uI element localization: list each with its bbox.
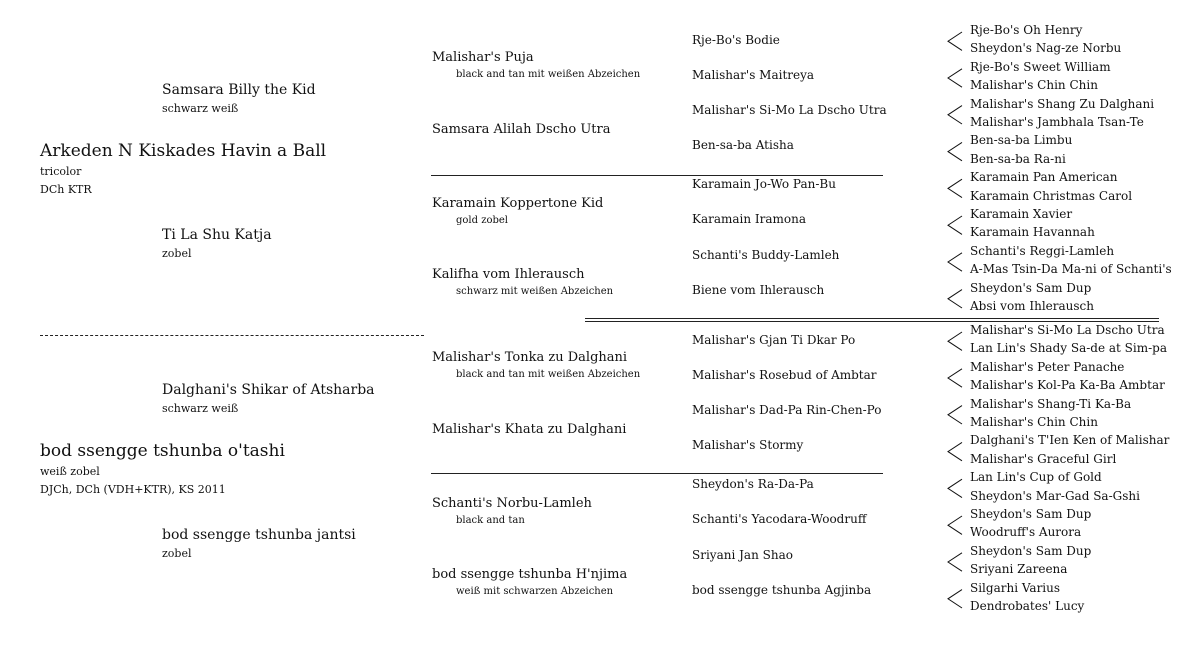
great-grandparent-name: Malishar's Si-Mo La Dscho Utra: [692, 103, 887, 117]
sire-color: schwarz weiß: [162, 402, 239, 415]
grandparent-color: black and tan mit weißen Abzeichen: [456, 69, 641, 80]
gen5-bracket: [948, 142, 962, 160]
gen5-bracket: [948, 479, 962, 497]
gen5-ancestor-name: Karamain Pan American: [970, 170, 1118, 184]
gen5-ancestor-name: Karamain Christmas Carol: [970, 189, 1133, 203]
grandparent-color: schwarz mit weißen Abzeichen: [456, 286, 614, 297]
gen5-bracket: [948, 179, 962, 197]
gen5-bracket: [948, 69, 962, 87]
dam-name: Ti La Shu Katja: [162, 227, 272, 243]
gen5-ancestor-name: Dendrobates' Lucy: [970, 599, 1085, 613]
gen5-ancestor-name: Sriyani Zareena: [970, 562, 1068, 576]
dog-name: Arkeden N Kiskades Havin a Ball: [40, 141, 327, 161]
dog-name: bod ssengge tshunba o'tashi: [40, 441, 285, 461]
gen5-ancestor-name: Lan Lin's Shady Sa-de at Sim-pa: [970, 341, 1167, 355]
sire-name: Dalghani's Shikar of Atsharba: [162, 382, 375, 398]
gen5-ancestor-name: Malishar's Graceful Girl: [970, 452, 1117, 466]
great-grandparent-name: Schanti's Yacodara-Woodruff: [692, 512, 867, 526]
grandparent-name: Malishar's Puja: [432, 50, 534, 65]
gen5-bracket: [948, 516, 962, 534]
gen5-ancestor-name: Sheydon's Sam Dup: [970, 544, 1092, 558]
gen5-ancestor-name: A-Mas Tsin-Da Ma-ni of Schanti's: [970, 262, 1172, 276]
gen5-ancestor-name: Sheydon's Mar-Gad Sa-Gshi: [970, 489, 1140, 503]
gen5-ancestor-name: Rje-Bo's Sweet William: [970, 60, 1111, 74]
gen5-bracket: [948, 290, 962, 308]
great-grandparent-name: Sheydon's Ra-Da-Pa: [692, 477, 814, 491]
grandparent-name: bod ssengge tshunba H'njima: [432, 567, 628, 582]
grandparent-color: gold zobel: [456, 215, 509, 226]
gen5-ancestor-name: Schanti's Reggi-Lamleh: [970, 244, 1115, 258]
gen5-ancestor-name: Dalghani's T'Ien Ken of Malishar: [970, 433, 1170, 447]
great-grandparent-name: Schanti's Buddy-Lamleh: [692, 248, 840, 262]
grandparent-name: Samsara Alilah Dscho Utra: [432, 122, 611, 137]
gen5-ancestor-name: Silgarhi Varius: [970, 581, 1061, 595]
grandparent-name: Malishar's Khata zu Dalghani: [432, 422, 627, 437]
great-grandparent-name: Rje-Bo's Bodie: [692, 33, 780, 47]
gen5-bracket: [948, 406, 962, 424]
gen5-bracket: [948, 253, 962, 271]
gen5-ancestor-name: Ben-sa-ba Ra-ni: [970, 152, 1066, 166]
gen5-ancestor-name: Malishar's Peter Panache: [970, 360, 1125, 374]
grandparent-name: Karamain Koppertone Kid: [432, 196, 604, 211]
grandparent-name: Malishar's Tonka zu Dalghani: [432, 350, 628, 365]
dam-color: zobel: [162, 247, 192, 260]
dog-separator-dashed-line: [40, 335, 424, 336]
divider-line-middle-2: [585, 321, 1159, 322]
gen5-bracket: [948, 332, 962, 350]
great-grandparent-name: Biene vom Ihlerausch: [692, 283, 825, 297]
grandparent-color: black and tan: [456, 515, 525, 526]
gen5-bracket: [948, 553, 962, 571]
sire-name: Samsara Billy the Kid: [162, 82, 316, 98]
grandparent-color: black and tan mit weißen Abzeichen: [456, 369, 641, 380]
gen5-ancestor-name: Sheydon's Sam Dup: [970, 281, 1092, 295]
great-grandparent-name: Malishar's Rosebud of Ambtar: [692, 368, 877, 382]
great-grandparent-name: bod ssengge tshunba Agjinba: [692, 583, 872, 597]
gen5-ancestor-name: Malishar's Jambhala Tsan-Te: [970, 115, 1144, 129]
gen5-ancestor-name: Sheydon's Nag-ze Norbu: [970, 41, 1122, 55]
gen5-ancestor-name: Malishar's Chin Chin: [970, 415, 1098, 429]
divider-line-middle-1: [585, 318, 1159, 319]
gen5-ancestor-name: Rje-Bo's Oh Henry: [970, 23, 1083, 37]
great-grandparent-name: Karamain Jo-Wo Pan-Bu: [692, 177, 836, 191]
dog-detail: weiß zobel: [40, 465, 100, 478]
grandparent-color: weiß mit schwarzen Abzeichen: [456, 586, 614, 597]
gen5-bracket: [948, 32, 962, 50]
gen5-ancestor-name: Absi vom Ihlerausch: [970, 299, 1094, 313]
great-grandparent-name: Sriyani Jan Shao: [692, 548, 793, 562]
dog-detail: DCh KTR: [40, 183, 92, 196]
gen5-bracket: [948, 442, 962, 460]
divider-line-lower-1: [431, 473, 883, 474]
great-grandparent-name: Ben-sa-ba Atisha: [692, 138, 794, 152]
divider-line-upper-1: [431, 175, 883, 176]
gen5-bracket: [948, 590, 962, 608]
dog-detail: tricolor: [40, 165, 82, 178]
gen5-ancestor-name: Malishar's Shang Zu Dalghani: [970, 97, 1155, 111]
dam-color: zobel: [162, 547, 192, 560]
gen5-bracket: [948, 106, 962, 124]
great-grandparent-name: Karamain Iramona: [692, 212, 807, 226]
sire-color: schwarz weiß: [162, 102, 239, 115]
gen5-ancestor-name: Sheydon's Sam Dup: [970, 507, 1092, 521]
gen5-bracket: [948, 369, 962, 387]
gen5-bracket: [948, 216, 962, 234]
gen5-ancestor-name: Lan Lin's Cup of Gold: [970, 470, 1102, 484]
gen5-ancestor-name: Karamain Xavier: [970, 207, 1073, 221]
gen5-ancestor-name: Malishar's Kol-Pa Ka-Ba Ambtar: [970, 378, 1165, 392]
great-grandparent-name: Malishar's Maitreya: [692, 68, 815, 82]
gen5-ancestor-name: Malishar's Chin Chin: [970, 78, 1098, 92]
grandparent-name: Schanti's Norbu-Lamleh: [432, 496, 592, 511]
gen5-ancestor-name: Karamain Havannah: [970, 225, 1095, 239]
grandparent-name: Kalifha vom Ihlerausch: [432, 267, 585, 282]
great-grandparent-name: Malishar's Gjan Ti Dkar Po: [692, 333, 856, 347]
dam-name: bod ssengge tshunba jantsi: [162, 527, 356, 543]
great-grandparent-name: Malishar's Dad-Pa Rin-Chen-Po: [692, 403, 882, 417]
gen5-ancestor-name: Malishar's Shang-Ti Ka-Ba: [970, 397, 1132, 411]
gen5-ancestor-name: Woodruff's Aurora: [970, 525, 1082, 539]
great-grandparent-name: Malishar's Stormy: [692, 438, 804, 452]
gen5-ancestor-name: Malishar's Si-Mo La Dscho Utra: [970, 323, 1165, 337]
dog-detail: DJCh, DCh (VDH+KTR), KS 2011: [40, 483, 226, 496]
gen5-ancestor-name: Ben-sa-ba Limbu: [970, 133, 1073, 147]
